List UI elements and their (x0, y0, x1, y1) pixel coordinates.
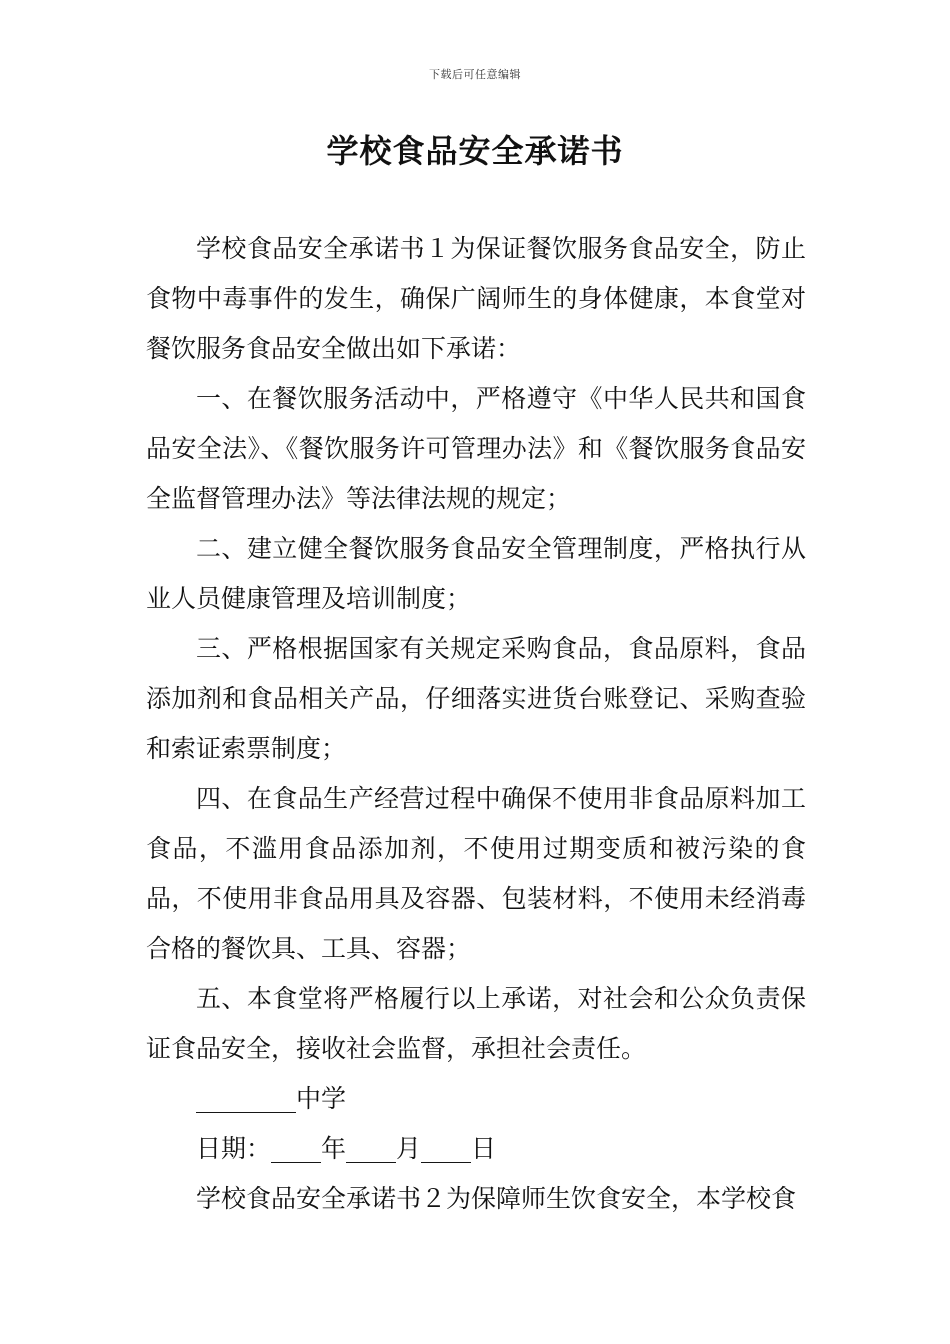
date-line: 日期：____年____月____日 (196, 1134, 497, 1163)
paragraph-item-2: 二、建立健全餐饮服务食品安全管理制度，严格执行从业人员健康管理及培训制度； (146, 534, 806, 613)
paragraph-item-4: 四、在食品生产经营过程中确保不使用非食品原料加工食品，不滥用食品添加剂，不使用过期变质和被污染的食品，不使用非食品用具及容器、包装材料，不使用未经消毒合格的餐饮具、工具、容器； (146, 784, 806, 963)
paragraph-intro: 学校食品安全承诺书１为保证餐饮服务食品安全，防止食物中毒事件的发生，确保广阔师生的身体健康，本食堂对餐饮服务食品安全做出如下承诺： (146, 234, 806, 363)
paragraph-item-5: 五、本食堂将严格履行以上承诺，对社会和公众负责保证食品安全，接收社会监督，承担社会责任。 (146, 984, 806, 1063)
paragraph-next: 学校食品安全承诺书２为保障师生饮食安全，本学校食 (196, 1184, 797, 1213)
header-note: 下载后可任意编辑 (429, 68, 521, 81)
paragraph-item-3: 三、严格根据国家有关规定采购食品，食品原料，食品添加剂和食品相关产品，仔细落实进货台账登记、采购查验和索证索票制度； (146, 634, 806, 763)
signature-line: ________中学 (196, 1084, 347, 1113)
document-body (146, 224, 806, 1224)
paragraph-item-1: 一、在餐饮服务活动中，严格遵守《中华人民共和国食品安全法》、《餐饮服务许可管理办法》和《餐饮服务食品安全监督管理办法》等法律法规的规定； (146, 384, 806, 513)
document-title: 学校食品安全承诺书 (326, 132, 624, 170)
